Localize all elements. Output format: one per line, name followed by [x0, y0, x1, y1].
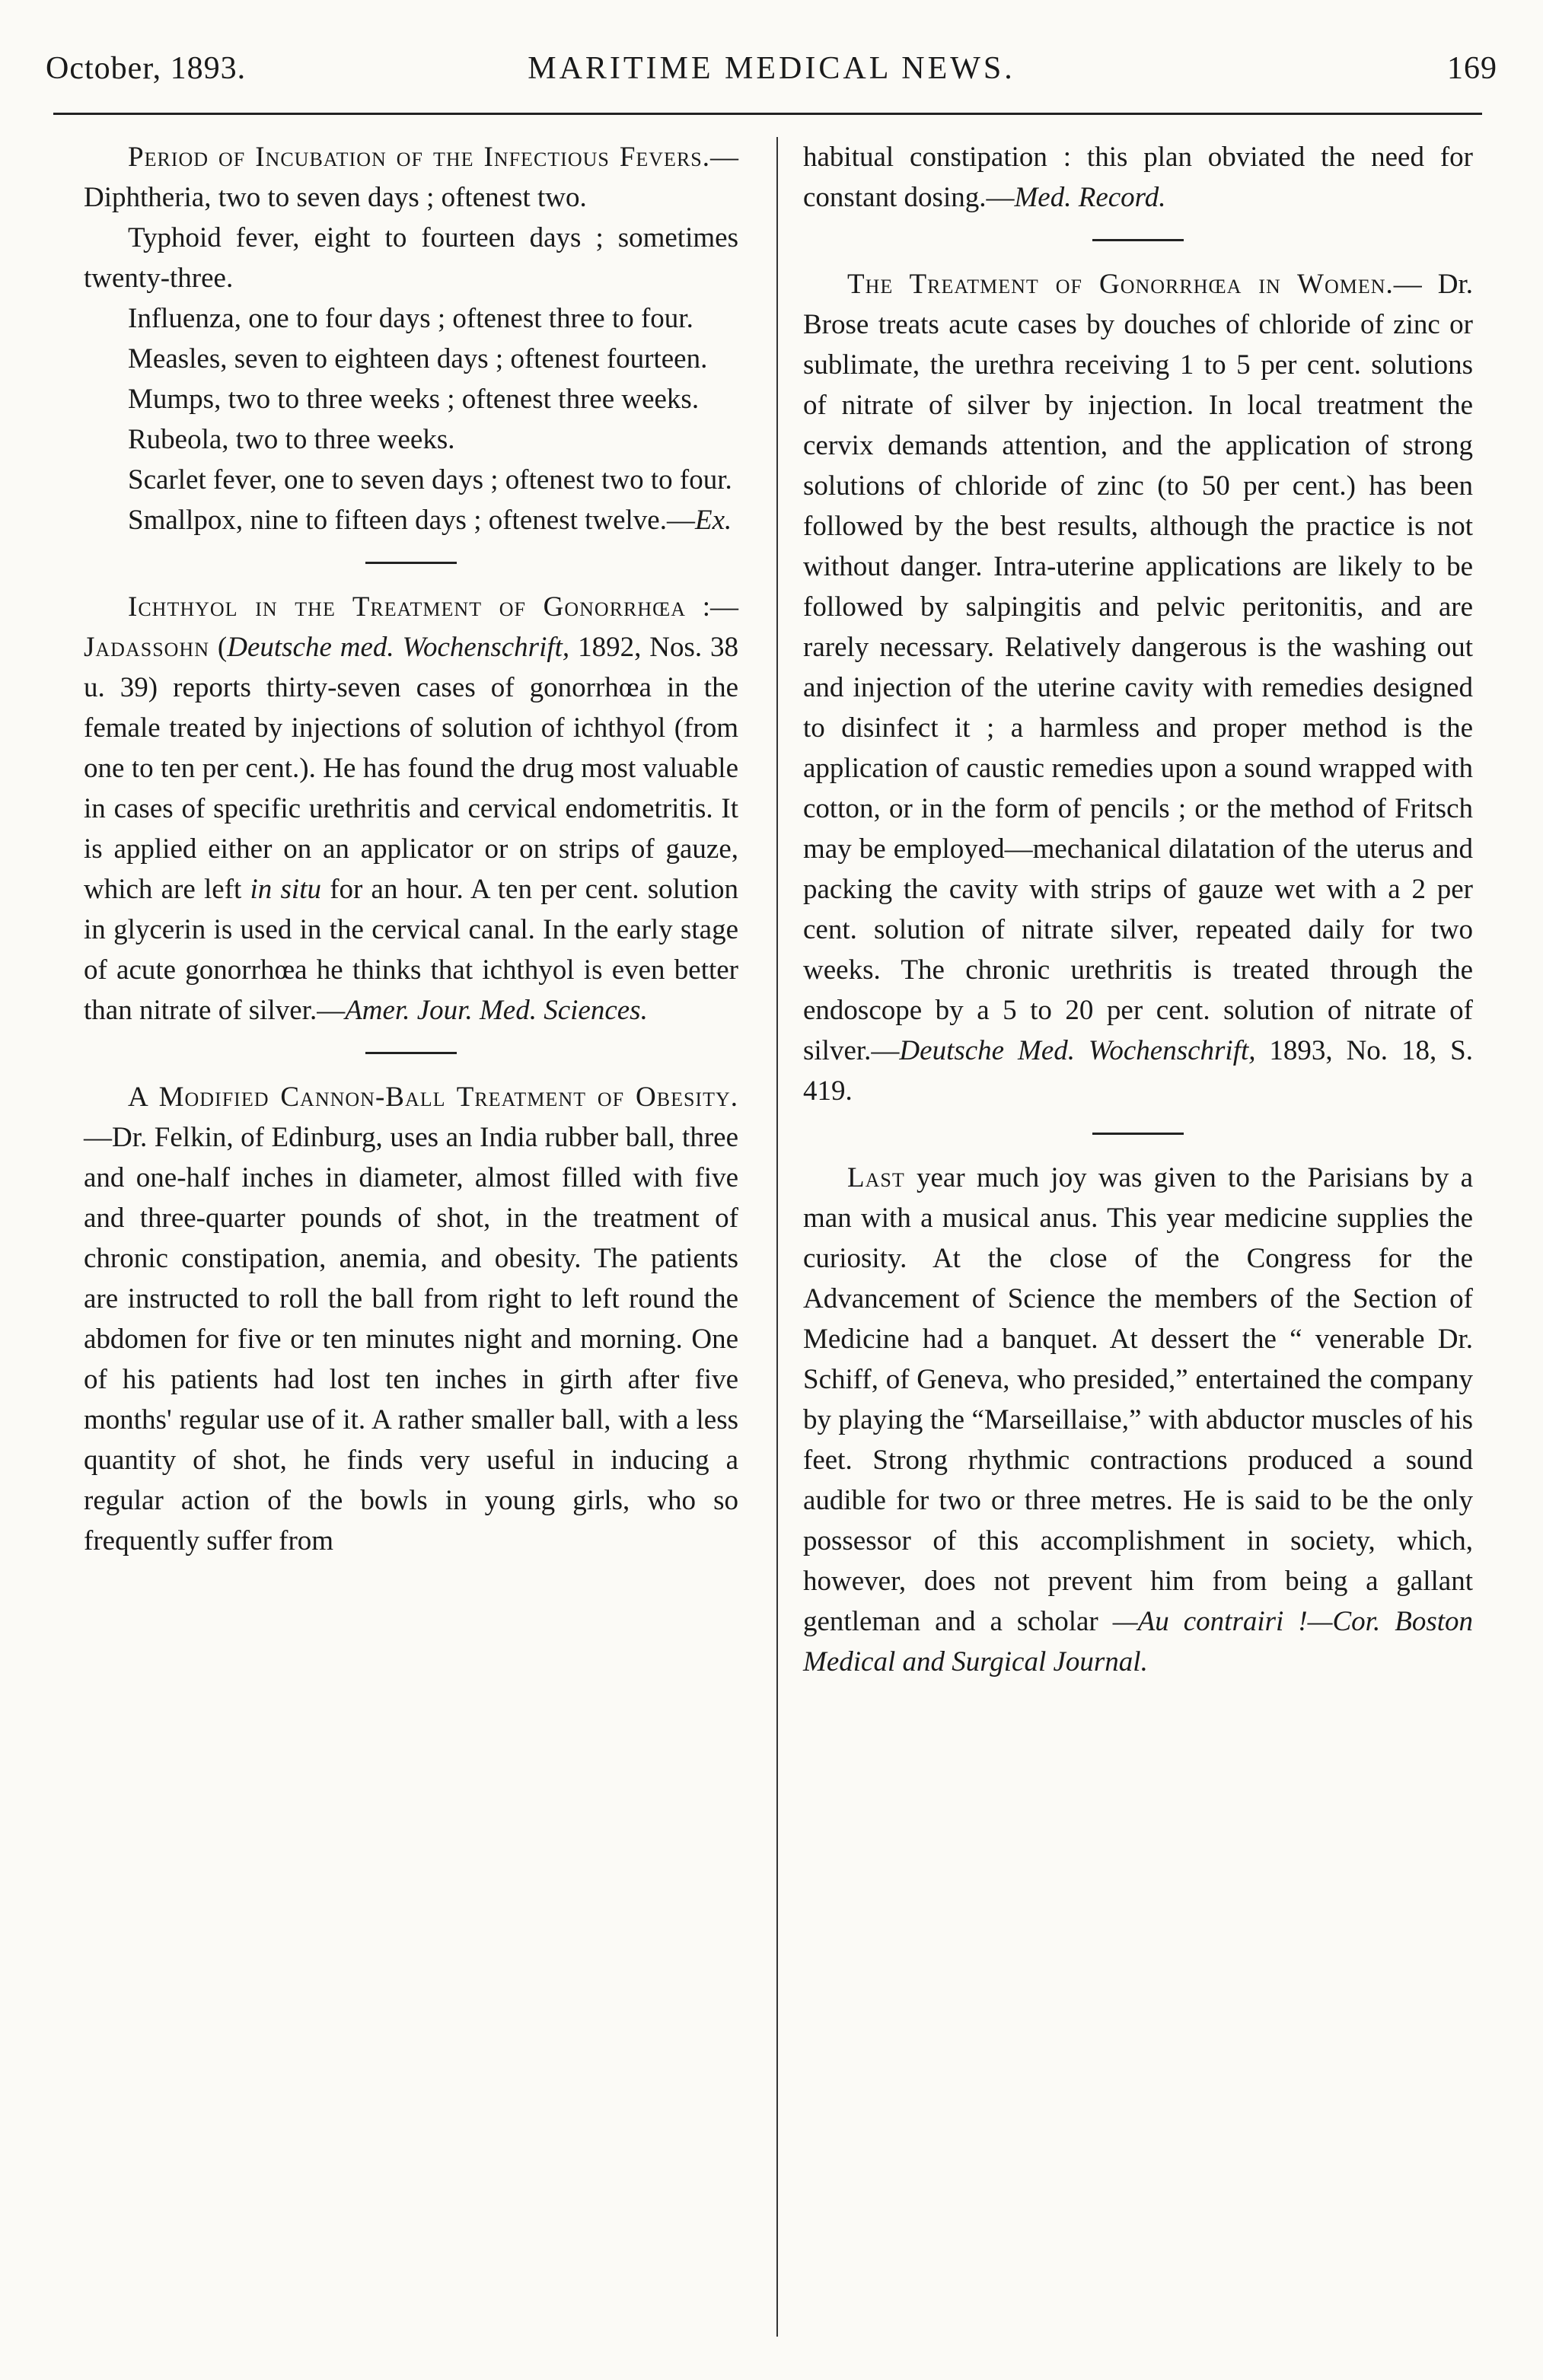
left-column [84, 137, 738, 1561]
article-text: —Dr. Felkin, of Edinburg, uses an India rubber ball, three and one-half inches in diameter, almost filled with five and three-quarter pounds of shot, in the treatment of chronic constipation, anemia, and obesity. The patients are instructed to roll the ball from right to left round the abdomen for five or ten minutes night and morning. One of his patients had lost ten inches in girth after five months' regular use of it. A rather smaller ball, with a less quantity of shot, he finds very useful in inducing a regular action of the bowls in young girls, who so frequently suffer from [84, 1122, 738, 1556]
article-text: year much joy was given to the Parisians by a man with a musical anus. This year medicine supplies the curiosity. At the close of the Congress for the Advancement of Science the members of the Section of Medicine had a banquet. At dessert the “ venerable Dr. Schiff, of Geneva, who presided,” entertained the company by playing the “Marseillaise,” with abductor muscles of his feet. Strong rhythmic contractions produced a sound audible for two or three metres. He is said to be the only possessor of this accomplishment in society, which, however, does not prevent him from being a gallant gentleman and a scholar [803, 1162, 1473, 1637]
article-text: — Dr. Brose treats acute cases by douches of chloride of zinc or sublimate, the urethra receiving 1 to 5 per cent. solutions of nitrate of silver by injection. In local treatment the cervix demands attention, and the application of strong solutions of chloride of zinc (to 50 per cent.) has been followed by the best results, although the practice is not without danger. Intra-uterine applications are likely to be followed by salpingitis and pelvic peritonitis, and are rarely necessary. Relatively dangerous is the washing out and injection of the uterine cavity with remedies designed to disinfect it ; a harmless and proper method is the application of caustic remedies upon a sound wrapped with cotton, or in the form of pencils ; or the method of Fritsch may be employed—mechanical dilatation of the uterus and packing the cavity with strips of gauze wet with a 2 per cent. solution of nitrate silver, repeated daily for two weeks. The chronic urethritis is treated through the endoscope by a 5 to 20 per cent. solution of nitrate of silver.— [803, 269, 1474, 1066]
journal-title: MARITIME MEDICAL NEWS. [528, 51, 1015, 86]
article-source: Ex. [694, 505, 732, 536]
lead-word: Last [847, 1162, 905, 1193]
incubation-line: Measles, seven to eighteen days ; oftenest fourteen. [128, 343, 708, 374]
article-source: —Au contrairi !—Cor. Boston Medical and Surgical Journal. [803, 1606, 1473, 1677]
incubation-line: Scarlet fever, one to seven days ; oftenest two to four. [128, 464, 732, 495]
article-heading: A Modified Cannon-Ball Treatment of Obesity. [128, 1082, 738, 1113]
article-cannon-ball [84, 1077, 738, 1561]
incubation-line: Influenza, one to four days ; oftenest three to four. [128, 303, 693, 334]
article-source: Amer. Jour. Med. Sciences. [345, 995, 648, 1026]
article-source: Med. Record. [1014, 182, 1166, 213]
incubation-line: Smallpox, nine to fifteen days ; oftenest twelve.— [128, 505, 695, 536]
paren: ( [209, 632, 228, 663]
citation-numbers: 1893, No. 18, S. 419. [803, 1035, 1473, 1107]
citation-numbers: 1892, Nos. 38 u. 39) [84, 632, 739, 703]
section-separator [365, 1052, 457, 1054]
article-intro: —Diphtheria, two to seven days ; oftenest two. [84, 142, 738, 213]
section-separator [1092, 239, 1184, 241]
article-musical [803, 1158, 1473, 1682]
article-heading: The Treatment of Gonorrhœa in Women. [847, 269, 1394, 300]
incubation-line: Rubeola, two to three weeks. [128, 424, 455, 455]
incubation-line: Mumps, two to three weeks ; oftenest three weeks. [128, 384, 700, 415]
latin-term: in situ [250, 874, 321, 905]
issue-date: October, 1893. [46, 51, 247, 86]
article-heading: Period of Incubation of the Infectious Fevers. [128, 142, 710, 173]
article-source: Deutsche Med. Wochenschrift, [899, 1035, 1256, 1066]
article-gonorrhoea-women [803, 264, 1473, 1111]
article-heading: Ichthyol in the Treatment of Gonorrhœa [128, 591, 687, 623]
header-rule [53, 113, 1482, 115]
running-head [46, 44, 1497, 97]
article-text: habitual constipation : this plan obviated the need for constant dosing.— [803, 142, 1473, 213]
column-divider [776, 137, 778, 2337]
heading-separator: :— [686, 591, 738, 623]
author-name: Jadassohn [84, 632, 209, 663]
section-separator [365, 562, 457, 564]
article-continuation [803, 137, 1473, 218]
journal-citation: Deutsche med. Wochenschrift, [227, 632, 570, 663]
article-ichthyol [84, 587, 738, 1031]
right-column [803, 137, 1473, 1682]
page-number: 169 [1447, 51, 1497, 86]
section-separator [1092, 1133, 1184, 1135]
incubation-line: Typhoid fever, eight to fourteen days ; sometimes twenty-three. [84, 222, 738, 294]
article-text: for an hour. A ten per cent. solution in glycerin is used in the cervical canal. In the early stage of acute gonorrhœa he thinks that ichthyol is even better than nitrate of silver.— [84, 874, 738, 1026]
article-incubation [84, 137, 738, 540]
article-text: reports thirty-seven cases of gonorrhœa in the female treated by injections of solution of ichthyol (from one to ten per cent.). He has found the drug most valuable in cases of specific urethritis and cervical endometritis. It is applied either on an applicator or on strips of gauze, which are left [84, 672, 738, 905]
